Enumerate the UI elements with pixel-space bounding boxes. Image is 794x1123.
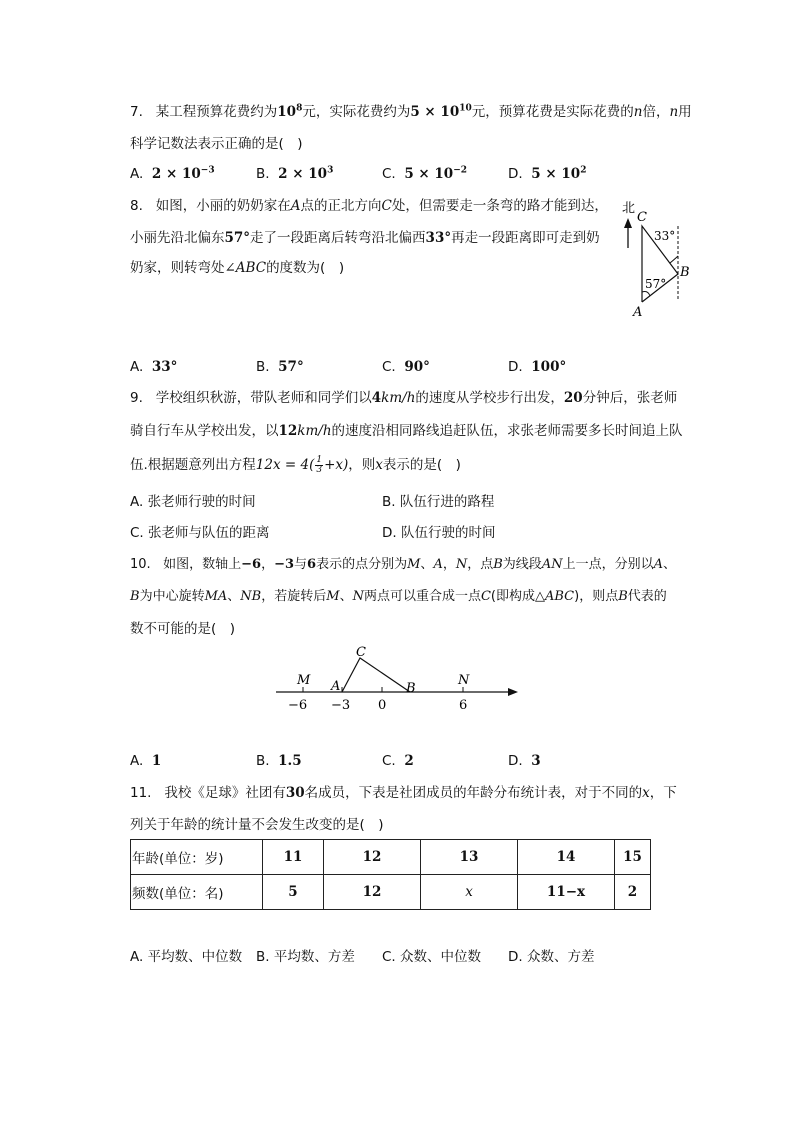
table-cell: 15 (615, 840, 651, 875)
q9-option-a: A. 张老师行驶的时间 (130, 494, 256, 510)
q10-number-line-figure (270, 640, 525, 715)
angle-arc-a (642, 292, 650, 297)
north-arrow-head (624, 218, 632, 228)
table-row (131, 840, 651, 875)
tick-label-zero: 0 (378, 698, 387, 713)
q8-option-a: A. 33° (130, 359, 178, 375)
q7-number: 7. (130, 104, 143, 120)
q7-option-c: C. $5 \times 10^{-2}$ (382, 165, 468, 182)
table-cell: 5 (263, 875, 324, 910)
q8-triangle-figure (612, 196, 696, 320)
q8-number: 8. (130, 198, 143, 214)
angle-arc-b (670, 256, 678, 263)
q8-line2: 小丽先沿北偏东57°走了一段距离后转弯沿北偏西33°再走一段距离即可走到奶 (130, 230, 600, 246)
label-a: A (331, 679, 341, 694)
table-cell: 12 (324, 840, 421, 875)
q9-line2: 骑自行车从学校出发，以12km/h的速度沿相同路线追赶队伍，求张老师需要多长时间追上队 (130, 423, 683, 439)
angle-57-label: 57° (645, 277, 667, 291)
table-row (131, 875, 651, 910)
fraction-one-third: $\frac{1}{3}$ (316, 454, 323, 475)
q11-line1: 11. 我校《足球》社团有30名成员，下表是社团成员的年龄分布统计表，对于不同的x，下 (130, 785, 677, 801)
age-distribution-table (130, 839, 651, 910)
q11-number: 11. (130, 785, 152, 801)
label-m: M (297, 673, 311, 688)
label-a: A (633, 305, 643, 320)
table-cell: 频数(单位：名) (131, 875, 263, 910)
q10-number: 10. (130, 557, 151, 572)
q11-option-a: A. 平均数、中位数 (130, 949, 243, 965)
q9-line1: 9. 学校组织秋游，带队老师和同学们以4km/h的速度从学校步行出发，20分钟后，张老师 (130, 390, 678, 406)
tick-label-minus3: −3 (331, 698, 351, 713)
axis-arrow-head (508, 688, 518, 696)
q11-option-c: C. 众数、中位数 (382, 949, 482, 965)
q7-option-a: A. $2 \times 10^{-3}$ (130, 165, 215, 182)
label-b: B (406, 681, 416, 696)
q11-line2: 列关于年龄的统计量不会发生改变的是( ) (130, 817, 384, 833)
table-cell: 11 (263, 840, 324, 875)
triangle-acb (342, 658, 410, 692)
q7-option-b: B. $2 \times 10^3$ (256, 165, 334, 182)
q8-option-c: C. 90° (382, 359, 430, 375)
q7-line2: 科学记数法表示正确的是( ) (130, 136, 303, 152)
q9-option-b: B. 队伍行进的路程 (382, 494, 495, 510)
q11-option-b: B. 平均数、方差 (256, 949, 355, 965)
q7-option-d: D. $5 \times 10^2$ (508, 165, 587, 182)
q8-option-d: D. 100° (508, 359, 567, 375)
q10-line2: B为中心旋转MA、NB，若旋转后M、N两点可以重合成一点C(即构成△ABC)，则点B代表的 (130, 589, 667, 604)
q7-line1: 7. 某工程预算花费约为$10^8$元，实际花费约为$5 \times 10^{10}$元，预算花费是实际花费的n倍，n用 (130, 103, 692, 120)
north-label: 北 (622, 201, 636, 216)
q8-option-b: B. 57° (256, 359, 304, 375)
q8-line1: 8. 如图，小丽的奶奶家在A点的正北方向C处，但需要走一条弯的路才能到达， (130, 198, 608, 214)
table-cell: 13 (421, 840, 518, 875)
q9-number: 9. (130, 390, 143, 406)
q9-option-c: C. 张老师与队伍的距离 (130, 525, 270, 541)
table-cell: 12 (324, 875, 421, 910)
q10-line3: 数不可能的是( ) (130, 621, 236, 637)
table-cell: x (421, 875, 518, 910)
label-c: C (356, 645, 366, 660)
tick-label-minus6: −6 (288, 698, 308, 713)
label-b: B (680, 265, 690, 280)
q10-option-b: B. 1.5 (256, 753, 302, 769)
q9-option-d: D. 队伍行驶的时间 (382, 525, 496, 541)
q10-option-a: A. 1 (130, 753, 162, 769)
q8-line3: 奶家，则转弯处∠ABC的度数为( ) (130, 260, 345, 276)
label-c: C (637, 210, 647, 225)
table-cell: 11−x (518, 875, 615, 910)
tick-label-six: 6 (459, 698, 468, 713)
q11-option-d: D. 众数、方差 (508, 949, 595, 965)
angle-33-label: 33° (654, 229, 676, 243)
q10-option-d: D. 3 (508, 753, 541, 769)
q9-line3: 伍.根据题意列出方程12x = 4( $\frac{1}{3}$ +x)，则x表示的是( ) (130, 454, 461, 475)
q10-option-c: C. 2 (382, 753, 414, 769)
table-cell: 14 (518, 840, 615, 875)
label-n: N (458, 673, 470, 688)
table-cell: 2 (615, 875, 651, 910)
q10-line1: 10. 如图，数轴上−6，−3与6表示的点分别为M、A，N，点B为线段AN上一点，分别以A、 (130, 557, 676, 572)
table-cell: 年龄(单位：岁) (131, 840, 263, 875)
